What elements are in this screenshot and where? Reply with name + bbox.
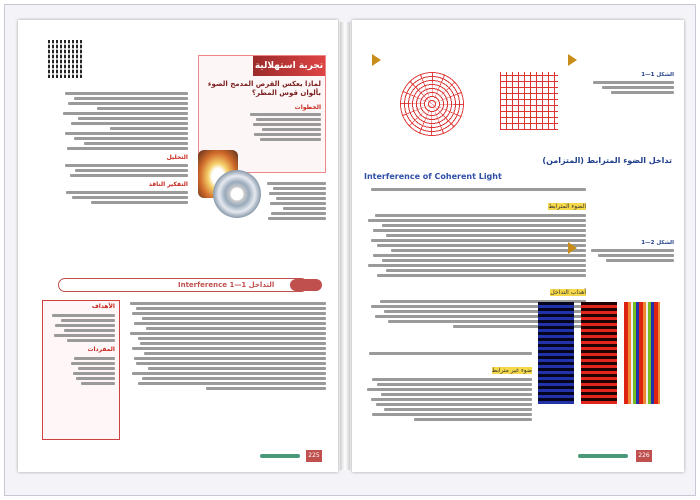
triangle-marker-3 xyxy=(568,242,577,254)
objectives-title: الأهداف xyxy=(91,303,115,310)
steps-label: الخطوات xyxy=(294,104,321,111)
figure1-caption-box xyxy=(584,72,674,96)
analysis-label: التحليل xyxy=(166,154,188,161)
page-number-right: 226 xyxy=(636,450,652,462)
figure2-caption-box xyxy=(584,240,674,264)
highlight-fringes: أهداب التداخل xyxy=(550,289,586,296)
body-text-2 xyxy=(364,350,532,423)
cd-photo xyxy=(213,170,261,218)
fringes-blue xyxy=(538,302,574,404)
vocab-title: المفردات xyxy=(87,346,115,353)
wave-rays-figure xyxy=(400,72,464,136)
plane-wave-figure xyxy=(500,72,558,130)
heading-english: Interference of Coherent Light xyxy=(364,172,502,181)
launch-lab-title: تجربة استهلالية xyxy=(253,56,325,76)
triangle-marker-1 xyxy=(372,54,381,66)
interference-fringes-figure xyxy=(538,302,660,404)
heading-arabic: تداخل الضوء المترابط (المتزامن) xyxy=(542,156,672,165)
launch-lab-question: لماذا يعكس القرص المدمج الضوء بألوان قوس المطر؟ xyxy=(207,80,321,97)
highlight-incoherent: ضوء غير مترابط xyxy=(491,367,532,374)
right-page xyxy=(352,20,684,472)
critical-label: التفكير الناقد xyxy=(148,181,188,188)
section-title xyxy=(178,278,274,292)
right-footer xyxy=(364,450,674,464)
section-title-en: Interference xyxy=(178,281,228,289)
fringes-white xyxy=(624,302,660,404)
objectives-box xyxy=(42,300,120,440)
left-page xyxy=(18,20,338,472)
figure2-caption: الشكل 2—1 xyxy=(641,240,674,246)
triangle-marker-2 xyxy=(568,54,577,66)
book-spine xyxy=(340,22,350,470)
section-title-ar: التداخل xyxy=(248,281,275,289)
figure1-caption: الشكل 1—1 xyxy=(641,72,674,78)
section-body-text xyxy=(126,300,326,392)
left-footer xyxy=(42,450,322,464)
fringes-red xyxy=(581,302,617,404)
page-number-left: 225 xyxy=(306,450,322,462)
section-number: 1—1 xyxy=(229,281,247,289)
highlight-coherent: الضوء المترابط xyxy=(548,203,586,210)
launch-lab-steps xyxy=(264,180,326,222)
qr-code-pattern xyxy=(48,40,82,78)
left-column-text xyxy=(58,90,188,206)
